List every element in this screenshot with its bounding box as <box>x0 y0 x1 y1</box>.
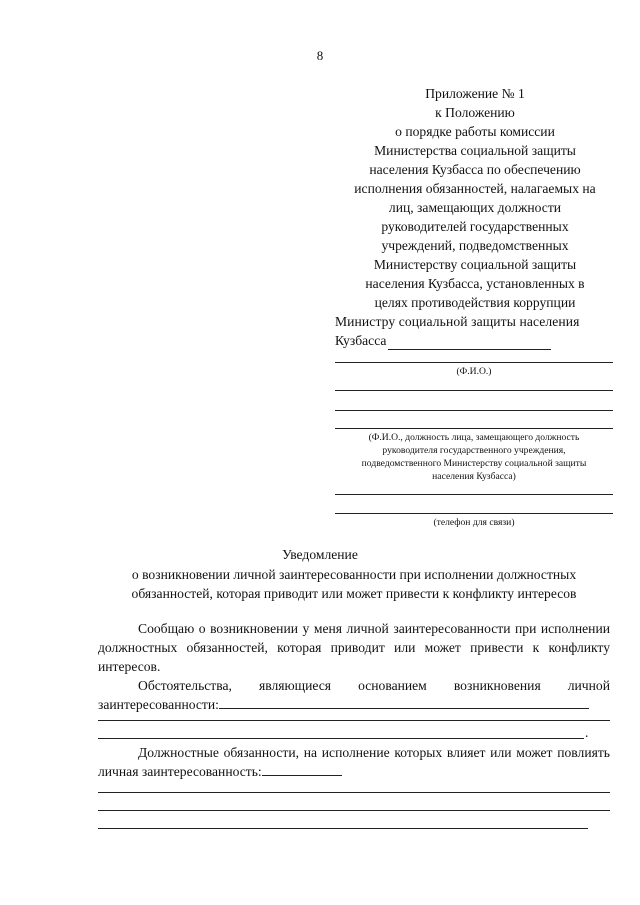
appendix-line: лиц, замещающих должности <box>388 200 562 215</box>
duties-text: Должностные обязанности, на исполнение которых влияет или может повлиять личная заинтересованность: <box>98 745 610 779</box>
position-caption-line: подведомственного Министерству социальной защиты <box>361 458 587 469</box>
circumstances-blank-line-1[interactable] <box>98 720 610 721</box>
phone-blank-line[interactable] <box>335 513 613 514</box>
appendix-line: исполнения обязанностей, налагаемых на <box>354 181 596 196</box>
appendix-line: Министерству социальной защиты <box>373 257 577 272</box>
appendix-line: руководителей государственных <box>381 219 569 234</box>
notice-title: Уведомление <box>282 547 358 562</box>
phone-caption: (телефон для связи) <box>433 517 515 528</box>
appendix-line: к Положению <box>435 105 515 120</box>
appendix-line: учреждений, подведомственных <box>381 238 569 253</box>
appendix-line: Министерства социальной защиты <box>374 143 576 158</box>
position-caption-line: населения Кузбасса) <box>432 471 516 482</box>
position-caption <box>335 431 613 483</box>
appendix-line: Приложение № 1 <box>425 86 525 101</box>
fio-blank-line[interactable] <box>335 362 613 363</box>
circumstances-blank-line-2[interactable] <box>98 738 584 739</box>
position-blank-line-2[interactable] <box>335 410 613 411</box>
duties-paragraph <box>98 743 610 781</box>
circumstances-text: Обстоятельства, являющиеся основанием возникновения личной заинтересованности: <box>98 678 610 712</box>
appendix-line: о порядке работы комиссии <box>395 124 555 139</box>
addressee-region: Кузбасса <box>335 333 387 348</box>
position-blank-line-1[interactable] <box>335 390 613 391</box>
circumstances-blank[interactable] <box>219 696 589 709</box>
addressee-region-row <box>335 331 613 350</box>
page-number: 8 <box>316 48 324 63</box>
duties-blank[interactable] <box>262 763 342 776</box>
position-caption-line: (Ф.И.О., должность лица, замещающего должность <box>368 432 580 443</box>
statement-paragraph: Сообщаю о возникновении у меня личной заинтересованности при исполнении должностных обязанностей, которая приводит или может привести к конфликту интересов. <box>98 621 610 674</box>
position-caption-line: руководителя государственного учреждения, <box>382 445 566 456</box>
circumstances-paragraph <box>98 676 610 714</box>
notice-subtitle: о возникновении личной заинтересованности при исполнении должностных обязанностей, которая приводит или может привести к конфликту интересов <box>131 567 577 601</box>
appendix-line: населения Кузбасса, установленных в <box>365 276 585 291</box>
contact-blank-line-1[interactable] <box>335 494 613 495</box>
appendix-line: целях противодействия коррупции <box>374 295 576 310</box>
duties-blank-line-3[interactable] <box>98 828 588 829</box>
duties-blank-line-1[interactable] <box>98 792 610 793</box>
addressee <box>335 312 613 350</box>
addressee-title: Министру социальной защиты населения <box>335 314 580 329</box>
position-blank-line-3[interactable] <box>335 428 613 429</box>
appendix-header <box>330 84 620 312</box>
appendix-line: населения Кузбасса по обеспечению <box>369 162 581 177</box>
minister-name-blank[interactable] <box>388 335 551 350</box>
duties-blank-line-2[interactable] <box>98 810 610 811</box>
fio-caption: (Ф.И.О.) <box>456 366 492 377</box>
circumstances-end-period: . <box>585 725 589 740</box>
